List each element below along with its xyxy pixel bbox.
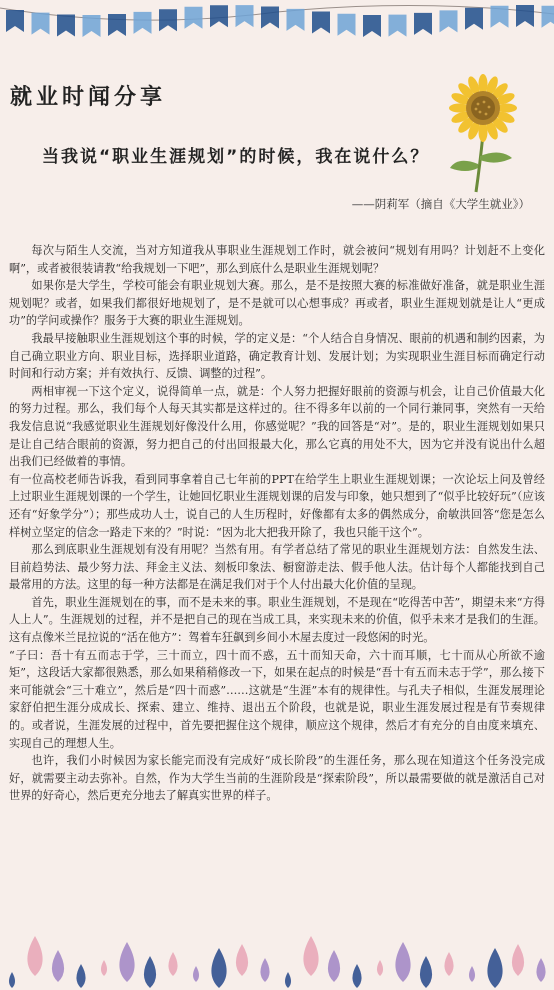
raindrop xyxy=(352,964,361,988)
article-byline: ——阴莉军（摘自《大学生就业》） xyxy=(351,197,530,211)
bunting-flag xyxy=(83,15,101,37)
raindrop xyxy=(420,956,432,988)
raindrop xyxy=(76,964,85,988)
bunting-flag xyxy=(236,5,254,27)
article-headline: 当我说“职业生涯规划”的时候，我在说什么？ xyxy=(42,147,430,167)
raindrop xyxy=(119,942,134,982)
bunting-flag xyxy=(312,12,330,34)
raindrop xyxy=(303,936,318,976)
paragraph: 每次与陌生人交流，当对方知道我从事职业生涯规划工作时，就会被问“规划有用吗？计划赶不上变化啊”，或者被很装请教“给我规划一下吧”，那么到底什么是职业生涯规划呢？ xyxy=(9,244,545,275)
bunting-flag xyxy=(57,14,75,36)
paragraph: 如果你是大学生，学校可能会有职业规划大赛。那么，是不是按照大赛的标准做好准备，就是职业生涯规划呢？或者，如果我们都很好地规划了，是不是就可以心想事成？再或者，职业生涯规划就是让人“更成功”的学问或操作？服务于大赛的职业生涯规划。 xyxy=(9,279,545,328)
bunting-flag xyxy=(491,6,509,28)
bunting-flag xyxy=(159,9,177,31)
bunting-flag xyxy=(542,6,554,28)
raindrop xyxy=(469,966,475,982)
raindrop xyxy=(9,972,15,988)
raindrop xyxy=(52,950,64,982)
sunflower-icon xyxy=(428,64,538,194)
raindrop xyxy=(285,972,291,988)
paragraph: 也许，我们小时候因为家长能完而没有完成好“成长阶段”的生涯任务，那么现在知道这个任务没完成好，就需要主动去弥补。自然，作为大学生当前的生涯阶段是“探索阶段”，所以最需要做的就是激活自己对世界的好奇心，然后更充分地去了解真实世界的样子。 xyxy=(9,754,545,803)
bunting-flag xyxy=(465,8,483,30)
section-title: 就业时闻分享 xyxy=(10,85,167,110)
paragraph: 那么到底职业生涯规划有没有用呢？当然有用。有学者总结了常见的职业生涯规划方法：自然发生法、目前趋势法、最少努力法、拜金主义法、刻板印象法、橱窗游走法、假手他人法。估计每个人都能找到自己最常用的方法。这里的每一种方法都是在满足我们对于个人付出最大化价值的呈现。 xyxy=(9,543,545,592)
bunting-flag xyxy=(338,14,356,36)
paragraph: “子曰：吾十有五而志于学，三十而立，四十而不惑，五十而知天命，六十而耳顺，七十而从心所欲不逾矩”，这段话大家都很熟悉，那么如果稍稍修改一下，如果在起点的时候是“吾十有五而未志于学”，那么接下来可能就会“三十难立”，然后是“四十而惑”……这就是“生涯”本有的规律性。与孔夫子相似，生涯发展理论家舒伯把生涯分成成长、探索、建立、维持、退出五个阶段，也就是说，职业生涯发展过程是有节奏规律的。或者说，生涯发展的过程中，首先要把握住这个规律，顺应这个规律，然后才有充分的自由度来填充、实现自己的理想人生。 xyxy=(9,648,545,750)
raindrop xyxy=(444,952,453,976)
bunting-flags-icon xyxy=(0,0,554,60)
raindrop xyxy=(395,942,410,982)
bunting-flag xyxy=(185,7,203,29)
raindrop xyxy=(260,958,269,982)
raindrop xyxy=(487,948,502,988)
raindrop xyxy=(193,966,199,982)
raindrop xyxy=(211,948,226,988)
raindrop xyxy=(101,960,107,976)
raindrop xyxy=(236,944,248,976)
raindrop xyxy=(377,960,383,976)
bunting-flag xyxy=(108,14,126,36)
raindrop-decoration-icon xyxy=(0,922,554,990)
raindrop xyxy=(27,936,42,976)
bunting-flag xyxy=(210,5,228,27)
bunting-flag xyxy=(440,10,458,32)
bunting-flag xyxy=(6,10,24,32)
bunting-flag xyxy=(32,13,50,35)
raindrop xyxy=(512,944,524,976)
bunting-flag xyxy=(516,5,534,27)
paragraph: 两相审视一下这个定义，说得简单一点，就是：个人努力把握好眼前的资源与机会，让自己价值最大化的努力过程。那么，我们每个人每天其实都是这样过的。往不得多年以前的一个同行兼同事，突然有一天给我发信息说“我感觉职业生涯规划好像没什么用，你感觉呢？”我的回答是“对”。是的，职业生涯规划如果只是让自己结合眼前的资源，努力把自己的付出回报最大化，那么它真的用处不大，因为它并没有说出什么超出我们已经做着的事情。 xyxy=(9,384,545,469)
bunting-flag xyxy=(363,15,381,37)
paragraph: 有一位高校老师告诉我，看到同事拿着自己七年前的PPT在给学生上职业生涯规划课；一次论坛上问及曾经上过职业生涯规划课的一个学生，让她回忆职业生涯规划课的启发与印象，她只想到了“似乎比较好玩”（应该还有“好象学分”）；那些成功人士，说自己的人生历程时，好像都有太多的偶然成分，俞敏洪回答“您是怎么样树立坚定的信念一路走下来的？”时说：“因为北大把我开除了，我也只能干这个”。 xyxy=(9,472,545,539)
bunting-flag xyxy=(134,12,152,34)
bunting-flag xyxy=(414,13,432,35)
bunting-flag xyxy=(261,6,279,28)
raindrop xyxy=(328,950,340,982)
bunting-flag xyxy=(389,15,407,37)
bunting-flag xyxy=(287,9,305,31)
article-body xyxy=(9,242,545,805)
paragraph: 首先，职业生涯规划在的事，而不是未来的事。职业生涯规划，不是现在“吃得苦中苦”，期望未来“方得人上人”。生涯规划的过程，并不是把自己的现在当成工具，来实现未来的价值，似乎未来才是我们的生涯。这有点像米兰昆拉说的“活在他方”：驾着车狂飙到乡间小木屋去度过一段悠闲的时光。 xyxy=(9,595,545,645)
raindrop xyxy=(144,956,156,988)
raindrop xyxy=(536,958,545,982)
raindrop xyxy=(168,952,177,976)
paragraph: 我最早接触职业生涯规划这个事的时候，学的定义是：“个人结合自身情况、眼前的机遇和制约因素，为自己确立职业方向、职业目标，选择职业道路，确定教育计划、发展计划；为实现职业生涯目标而确定行动时间和行动方案；并有效执行、反馈、调整的过程”。 xyxy=(9,331,545,381)
